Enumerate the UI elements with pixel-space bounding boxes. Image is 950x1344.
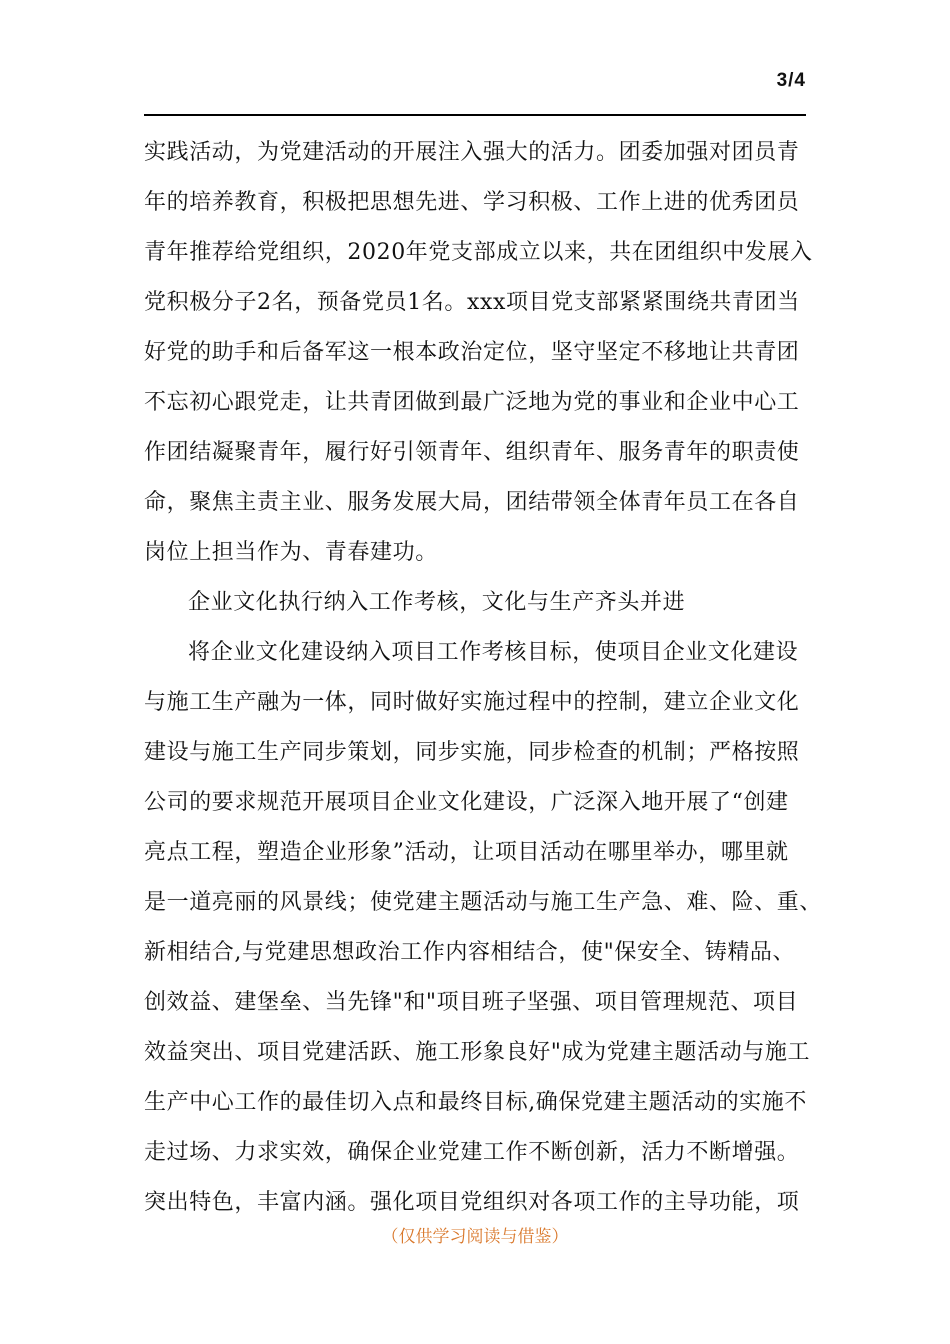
text-line: 青年推荐给党组织，2020年党支部成立以来，共在团组织中发展入 <box>144 240 813 265</box>
text-line: 创效益、建堡垒、当先锋"和"项目班子坚强、项目管理规范、项目 <box>144 990 799 1015</box>
page-number: 3/4 <box>776 70 806 91</box>
text-line: 生产中心工作的最佳切入点和最终目标,确保党建主题活动的实施不 <box>144 1090 807 1115</box>
text-line: 走过场、力求实效，确保企业党建工作不断创新，活力不断增强。 <box>144 1140 800 1165</box>
text-line: 建设与施工生产同步策划，同步实施，同步检查的机制；严格按照 <box>144 740 800 765</box>
text-line: 突出特色，丰富内涵。强化项目党组织对各项工作的主导功能，项 <box>144 1190 800 1215</box>
text-line: 亮点工程，塑造企业形象”活动，让项目活动在哪里举办，哪里就 <box>144 840 789 865</box>
text-line: 年的培养教育，积极把思想先进、学习积极、工作上进的优秀团员 <box>144 190 800 215</box>
section-heading: 企业文化执行纳入工作考核，文化与生产齐头并进 <box>188 590 686 615</box>
text-line: 岗位上担当作为、青春建功。 <box>144 540 438 565</box>
text-line: 不忘初心跟党走，让共青团做到最广泛地为党的事业和企业中心工 <box>144 390 800 415</box>
text-line: 是一道亮丽的风景线；使党建主题活动与施工生产急、难、险、重、 <box>144 890 823 915</box>
text-line: 将企业文化建设纳入项目工作考核目标，使项目企业文化建设 <box>188 640 799 665</box>
footer-note: （仅供学习阅读与借鉴） <box>381 1227 569 1247</box>
text-line: 作团结凝聚青年，履行好引领青年、组织青年、服务青年的职责使 <box>144 440 800 465</box>
text-line: 公司的要求规范开展项目企业文化建设，广泛深入地开展了“创建 <box>144 790 789 815</box>
text-line: 与施工生产融为一体，同时做好实施过程中的控制，建立企业文化 <box>144 690 800 715</box>
text-line: 新相结合,与党建思想政治工作内容相结合，使"保安全、铸精品、 <box>144 940 796 965</box>
text-line: 好党的助手和后备军这一根本政治定位，坚守坚定不移地让共青团 <box>144 340 800 365</box>
text-line: 党积极分子2名，预备党员1名。xxx项目党支部紧紧围绕共青团当 <box>144 290 800 315</box>
header-divider <box>144 114 806 116</box>
text-line: 实践活动，为党建活动的开展注入强大的活力。团委加强对团员青 <box>144 140 800 165</box>
text-line: 效益突出、项目党建活跃、施工形象良好"成为党建主题活动与施工 <box>144 1040 811 1065</box>
text-line: 命，聚焦主责主业、服务发展大局，团结带领全体青年员工在各自 <box>144 490 800 515</box>
document-body <box>144 128 823 1228</box>
